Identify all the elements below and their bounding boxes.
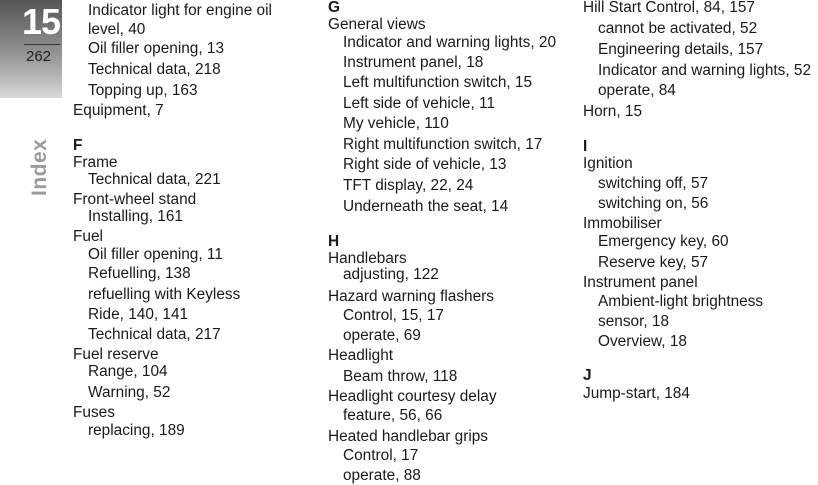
index-subentry: Left side of vehicle, 11 bbox=[343, 95, 496, 112]
index-subentry: Warning, 52 bbox=[88, 384, 171, 401]
index-entry: Fuel bbox=[73, 228, 103, 245]
index-subentry: Oil filler opening, 13 bbox=[88, 40, 225, 57]
index-subentry: Technical data, 217 bbox=[88, 326, 221, 343]
index-entry: Heated handlebar grips bbox=[328, 428, 489, 445]
index-entry: Frame bbox=[73, 154, 118, 171]
index-entry: Front-wheel stand bbox=[73, 191, 197, 208]
chapter-tab bbox=[0, 0, 62, 98]
index-subentry: Indicator light for engine oil bbox=[88, 2, 272, 19]
chapter-number: 15 bbox=[22, 1, 61, 42]
page-number: 262 bbox=[26, 48, 52, 65]
index-entry: Jump-start, 184 bbox=[583, 385, 690, 402]
index-subentry: Ride, 140, 141 bbox=[88, 306, 189, 323]
index-subentry: Right side of vehicle, 13 bbox=[343, 156, 507, 173]
index-subentry: switching on, 56 bbox=[598, 195, 709, 212]
index-entry: Ignition bbox=[583, 155, 633, 172]
index-subentry: Technical data, 218 bbox=[88, 61, 221, 78]
index-subentry: cannot be activated, 52 bbox=[598, 20, 758, 37]
index-entry: Hazard warning flashers bbox=[328, 288, 494, 305]
index-subentry: refuelling with Keyless bbox=[88, 286, 241, 303]
index-subentry: Left multifunction switch, 15 bbox=[343, 74, 533, 91]
index-letter-heading: I bbox=[583, 138, 588, 155]
index-entry: Hill Start Control, 84, 157 bbox=[583, 0, 755, 16]
index-entry: Fuel reserve bbox=[73, 346, 159, 363]
index-subentry: Control, 17 bbox=[343, 447, 419, 464]
index-entry: Headlight courtesy delay bbox=[328, 388, 497, 405]
index-entry: Horn, 15 bbox=[583, 103, 643, 120]
section-label: Index bbox=[28, 138, 51, 196]
index-subentry: feature, 56, 66 bbox=[343, 407, 443, 424]
index-subentry: My vehicle, 110 bbox=[343, 115, 449, 132]
index-subentry: Beam throw, 118 bbox=[343, 368, 458, 385]
index-subentry: sensor, 18 bbox=[598, 313, 670, 330]
index-subentry: Instrument panel, 18 bbox=[343, 54, 484, 71]
index-subentry: operate, 88 bbox=[343, 467, 421, 484]
index-subentry: Range, 104 bbox=[88, 363, 168, 380]
chapter-divider bbox=[24, 44, 60, 45]
index-subentry: Emergency key, 60 bbox=[598, 233, 729, 250]
index-subentry: Installing, 161 bbox=[88, 208, 183, 225]
index-entry: Instrument panel bbox=[583, 274, 698, 291]
index-subentry: Oil filler opening, 11 bbox=[88, 246, 223, 263]
index-subentry: Overview, 18 bbox=[598, 333, 687, 350]
index-entry: Headlight bbox=[328, 347, 394, 364]
index-subentry: TFT display, 22, 24 bbox=[343, 177, 474, 194]
index-letter-heading: J bbox=[583, 367, 592, 384]
index-subentry: operate, 84 bbox=[598, 82, 676, 99]
index-letter-heading: F bbox=[73, 137, 83, 154]
index-subentry: Engineering details, 157 bbox=[598, 41, 764, 58]
index-subentry: Control, 15, 17 bbox=[343, 307, 444, 324]
index-subentry: Underneath the seat, 14 bbox=[343, 198, 509, 215]
index-subentry: adjusting, 122 bbox=[343, 266, 439, 283]
index-entry: Handlebars bbox=[328, 250, 407, 267]
index-subentry: Indicator and warning lights, 20 bbox=[343, 34, 557, 51]
index-letter-heading: H bbox=[328, 233, 340, 250]
index-subentry: replacing, 189 bbox=[88, 422, 185, 439]
index-subentry: Right multifunction switch, 17 bbox=[343, 136, 543, 153]
index-entry: Equipment, 7 bbox=[73, 102, 164, 119]
index-subentry: Technical data, 221 bbox=[88, 171, 221, 188]
index-subentry: Topping up, 163 bbox=[88, 82, 198, 99]
index-entry: Fuses bbox=[73, 404, 115, 421]
index-subentry: Refuelling, 138 bbox=[88, 265, 191, 282]
index-subentry: switching off, 57 bbox=[598, 175, 709, 192]
index-subentry: operate, 69 bbox=[343, 327, 421, 344]
index-subentry: Ambient-light brightness bbox=[598, 293, 764, 310]
index-entry: Immobiliser bbox=[583, 215, 662, 232]
index-subentry: Reserve key, 57 bbox=[598, 254, 709, 271]
index-letter-heading: G bbox=[328, 0, 340, 16]
index-subentry: level, 40 bbox=[88, 21, 146, 38]
index-subentry: Indicator and warning lights, 52 bbox=[598, 62, 812, 79]
index-entry: General views bbox=[328, 16, 426, 33]
